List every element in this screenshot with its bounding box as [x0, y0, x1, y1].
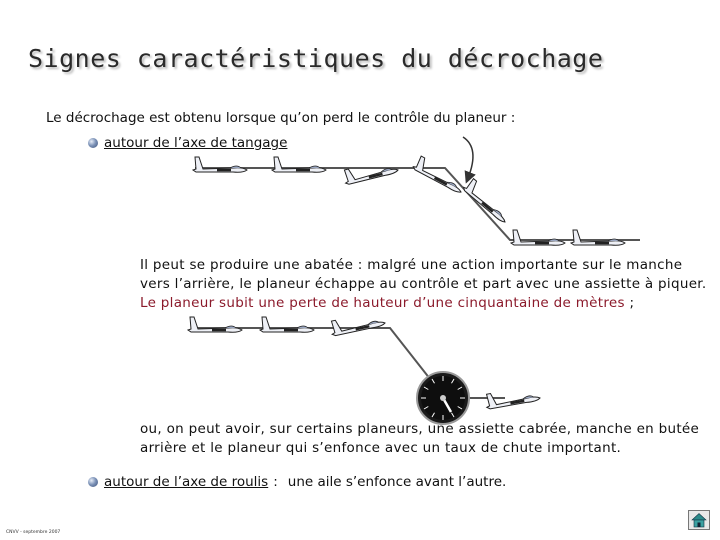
flight-path-1 — [195, 168, 640, 240]
glider-icon — [272, 157, 326, 172]
glider-icon — [511, 230, 565, 245]
paragraph-abatee-text: Il peut se produire une abatée : malgré une action importante sur le manche vers l’arrière, le planeur échappe au contrôle et part avec une assiette à piquer. — [140, 257, 707, 292]
glider-icon — [329, 310, 385, 336]
glider-icon — [412, 155, 467, 194]
roll-axis-separator: : — [273, 474, 278, 490]
glider-icon — [260, 317, 314, 332]
glider-icon — [188, 317, 242, 332]
glider-icon — [342, 157, 398, 185]
bullet-icon — [88, 477, 98, 487]
page-title: Signes caractéristiques du décrochage — [28, 44, 604, 73]
pitch-axis-label: autour de l’axe de tangage — [104, 135, 288, 151]
variometer-icon — [417, 372, 469, 424]
roll-axis-label: autour de l’axe de roulis — [104, 474, 269, 490]
roll-axis-text: une aile s’enfonce avant l’autre. — [287, 474, 507, 490]
glider-icon — [193, 157, 247, 172]
intro-text: Le décrochage est obtenu lorsque qu’on perd le contrôle du planeur : — [46, 110, 516, 126]
glider-icon — [485, 385, 541, 409]
glider-icon — [571, 230, 625, 245]
home-icon[interactable] — [688, 510, 710, 530]
footer-credit: CNVV - septembre 2007 — [6, 530, 61, 535]
bullet-roll-axis — [88, 474, 506, 490]
paragraph-abatee-highlight: Le planeur subit une perte de hauteur d’une cinquantaine de mètres — [140, 295, 625, 311]
paragraph-abatee — [140, 256, 710, 313]
curved-arrow-icon — [463, 137, 473, 178]
paragraph-abatee-end: ; — [629, 295, 635, 311]
paragraph-cabree: ou, on peut avoir, sur certains planeurs, une assiette cabrée, manche en butée arrière et le planeur qui s’enfonce avec un taux de chute important. — [140, 421, 700, 456]
